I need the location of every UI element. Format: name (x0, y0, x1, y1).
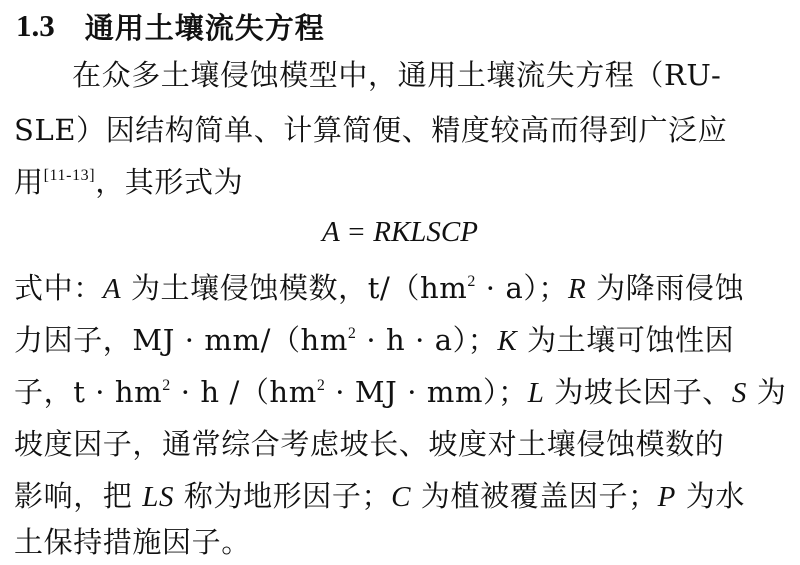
definition-line (14, 370, 786, 414)
text-run: · h · a）； (356, 323, 498, 357)
math-variable: S (731, 377, 748, 409)
text-run: · a）； (475, 271, 569, 305)
definition-line (14, 318, 734, 362)
text-run: · MJ · mm）； (325, 375, 528, 409)
text-run: 子，t · hm (14, 375, 163, 409)
definition-line (14, 520, 251, 564)
section-number: 1.3 (16, 8, 55, 43)
citation: [11-13] (43, 167, 96, 184)
section-title: 通用土壤流失方程 (84, 10, 325, 45)
math-variable: LS (142, 481, 175, 513)
text-run: 为降雨侵蚀 (586, 271, 745, 305)
text-run: 影响，把 (14, 479, 143, 513)
math-variable: P (657, 481, 676, 513)
definition-line (14, 474, 745, 518)
section-heading (16, 6, 325, 46)
paragraph-line (14, 108, 727, 152)
text-run: 力因子，MJ · mm/（hm (14, 323, 348, 357)
definition-line (14, 422, 724, 466)
text-run: 土保持措施因子。 (14, 525, 251, 559)
text-run: 为土壤侵蚀模数，t/（hm (121, 271, 468, 305)
superscript: 2 (162, 377, 171, 394)
text-run: ，其形式为 (95, 165, 244, 199)
text-run: 用 (14, 165, 44, 199)
text-run: 在众多土壤侵蚀模型中，通用土壤流失方程（RU- (72, 58, 722, 92)
text-run: 称为地形因子； (174, 479, 392, 513)
superscript: 2 (467, 273, 476, 290)
math-variable: K (497, 325, 518, 357)
text-run: 为水 (676, 479, 746, 513)
text-run: 为坡长因子、 (544, 375, 732, 409)
superscript: 2 (347, 325, 357, 342)
text-run: 为植被覆盖因子； (411, 479, 658, 513)
math-variable: A (102, 273, 122, 305)
text-run: 为 (747, 375, 787, 409)
text-run: 式中： (14, 271, 103, 305)
text-run: 坡度因子，通常综合考虑坡长、坡度对土壤侵蚀模数的 (14, 427, 725, 461)
paragraph-line (72, 53, 721, 97)
text-run: · h /（hm (170, 375, 317, 409)
text-run: 为土壤可蚀性因 (517, 323, 735, 357)
paragraph-line (14, 160, 243, 204)
math-variable: L (527, 377, 545, 409)
math-variable: R (568, 273, 587, 305)
math-variable: C (391, 481, 412, 513)
text-run: SLE）因结构简单、计算简便、精度较高而得到广泛应 (14, 113, 728, 147)
definition-line (14, 266, 744, 310)
rusle-equation: A = RKLSCP (321, 216, 478, 248)
superscript: 2 (316, 377, 326, 394)
